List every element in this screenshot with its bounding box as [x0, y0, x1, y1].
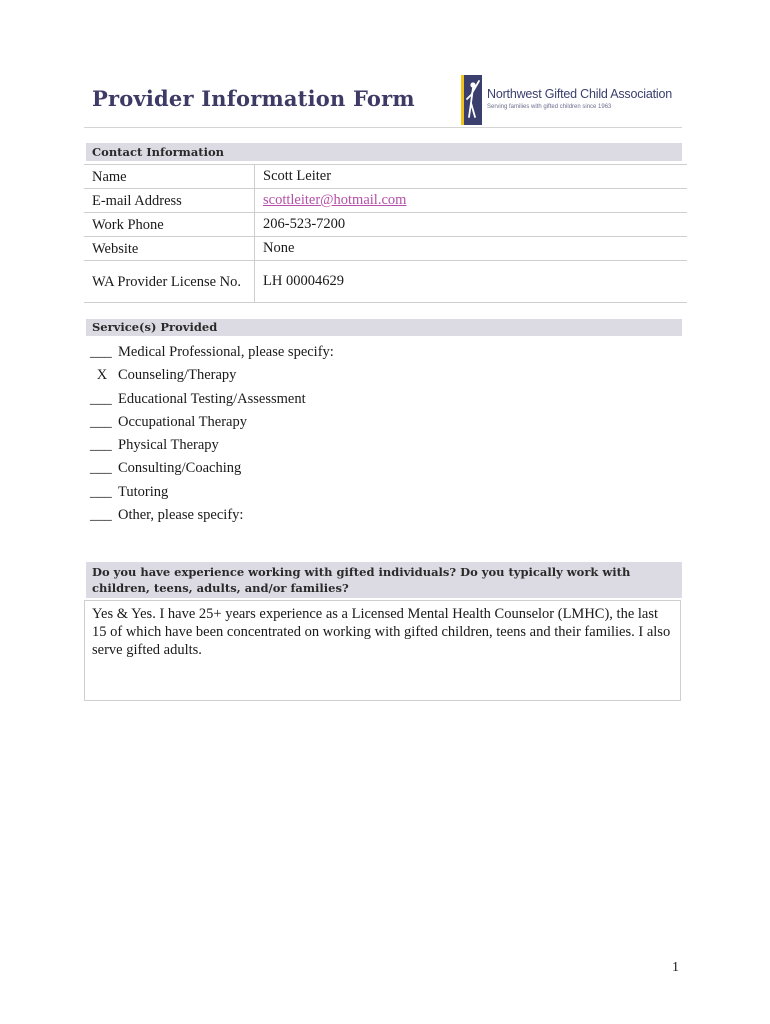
table-row — [84, 213, 687, 237]
association-logo — [459, 73, 689, 127]
contact-table — [84, 164, 687, 303]
service-blank-mark[interactable]: ___ — [90, 344, 112, 360]
name-label: Name — [84, 165, 255, 189]
service-label: Educational Testing/Assessment — [118, 390, 306, 407]
service-blank-mark[interactable]: ___ — [90, 507, 112, 524]
service-blank-mark[interactable]: ___ — [90, 437, 112, 454]
service-label: Other, please specify: — [118, 507, 244, 524]
page-title: Provider Information Form — [92, 86, 415, 111]
service-label: Occupational Therapy — [118, 413, 247, 430]
page-number: 1 — [672, 960, 679, 975]
service-label: Tutoring — [118, 483, 169, 500]
service-blank-mark[interactable]: ___ — [90, 483, 112, 500]
table-row — [84, 261, 687, 303]
service-checked-mark[interactable]: X — [96, 367, 108, 384]
logo-tagline: Serving families with gifted children since 1963 — [487, 104, 612, 110]
service-label: Counseling/Therapy — [118, 367, 237, 384]
table-row — [84, 237, 687, 261]
service-blank-mark[interactable]: ___ — [90, 390, 112, 407]
name-value: Scott Leiter — [255, 165, 688, 189]
service-option[interactable] — [90, 505, 334, 528]
gifted-child-logo-icon — [459, 73, 485, 127]
email-cell — [255, 189, 688, 213]
services-section-heading: Service(s) Provided — [86, 319, 682, 336]
table-row — [84, 165, 687, 189]
gifted-experience-answer[interactable]: Yes & Yes. I have 25+ years experience as a Licensed Mental Health Counselor (LMHC), the last 15 of which have been concentrated on working with gifted children, teens and their families. I also serve gifted adults. — [84, 600, 681, 701]
service-blank-mark[interactable]: ___ — [90, 413, 112, 430]
work-phone-label: Work Phone — [84, 213, 255, 237]
table-row — [84, 189, 687, 213]
logo-org-name: Northwest Gifted Child Association — [487, 87, 672, 101]
license-label: WA Provider License No. — [84, 261, 255, 303]
services-list — [90, 342, 334, 528]
contact-section-heading: Contact Information — [86, 143, 682, 161]
service-blank-mark[interactable]: ___ — [90, 460, 112, 477]
title-divider — [84, 127, 682, 128]
service-option[interactable] — [90, 458, 334, 481]
service-option[interactable] — [90, 342, 334, 365]
service-option[interactable] — [90, 412, 334, 435]
work-phone-value: 206-523-7200 — [255, 213, 688, 237]
gifted-experience-question: Do you have experience working with gifted individuals? Do you typically work with children, teens, adults, and/or families? — [86, 562, 682, 598]
service-label: Consulting/Coaching — [118, 460, 242, 477]
service-option[interactable] — [90, 482, 334, 505]
email-label: E-mail Address — [84, 189, 255, 213]
service-option[interactable] — [90, 365, 334, 388]
website-value: None — [255, 237, 688, 261]
service-option[interactable] — [90, 435, 334, 458]
service-label: Physical Therapy — [118, 437, 219, 454]
website-label: Website — [84, 237, 255, 261]
license-value: LH 00004629 — [255, 261, 688, 303]
service-option[interactable] — [90, 389, 334, 412]
email-link[interactable]: scottleiter@hotmail.com — [263, 192, 407, 208]
service-label: Medical Professional, please specify: — [118, 344, 334, 360]
